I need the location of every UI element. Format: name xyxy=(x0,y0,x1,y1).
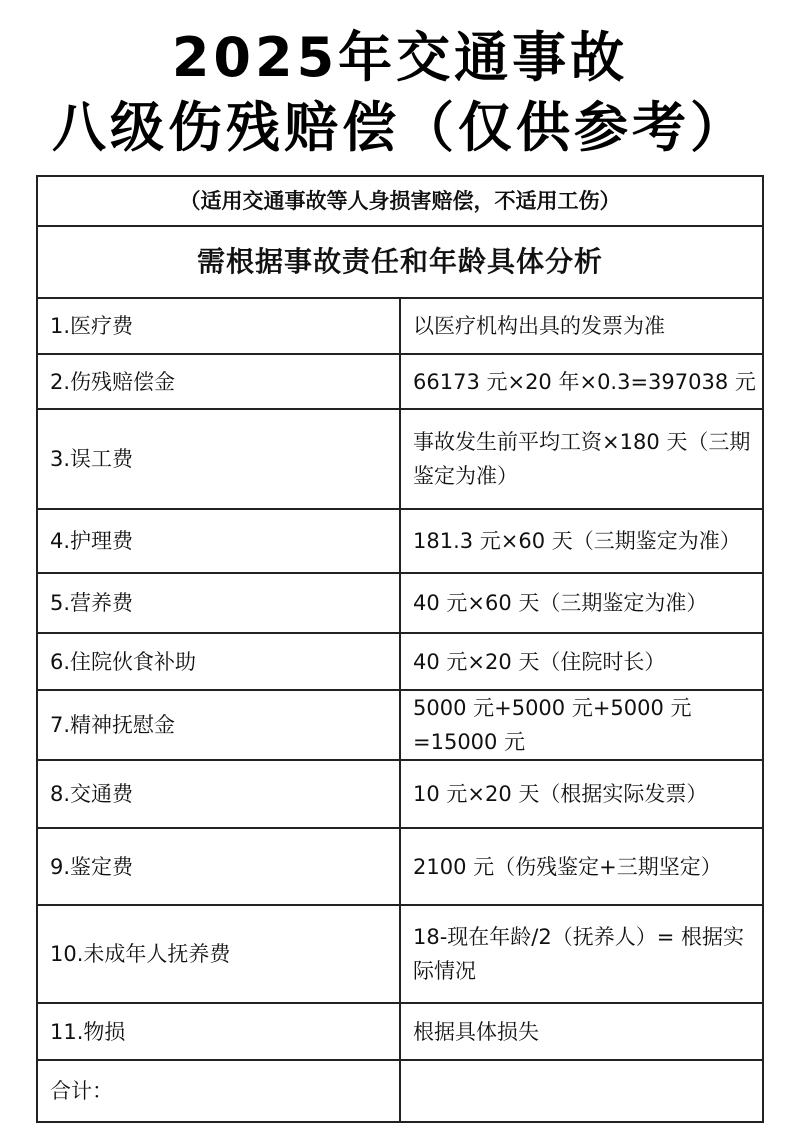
table-subtitle-row xyxy=(37,176,763,226)
row-label: 4.护理费 xyxy=(37,509,400,573)
table-heading-row xyxy=(37,226,763,298)
table-total-row xyxy=(37,1060,763,1122)
table-row xyxy=(37,828,763,905)
row-value: 40 元×60 天（三期鉴定为准） xyxy=(400,573,763,633)
row-value: 10 元×20 天（根据实际发票） xyxy=(400,760,763,828)
row-label: 9.鉴定费 xyxy=(37,828,400,905)
row-value: 66173 元×20 年×0.3=397038 元 xyxy=(400,354,763,409)
page-title-line1: 2025年交通事故 xyxy=(171,26,629,89)
row-value: 40 元×20 天（住院时长） xyxy=(400,633,763,690)
row-label: 8.交通费 xyxy=(37,760,400,828)
table-row xyxy=(37,633,763,690)
row-label: 3.误工费 xyxy=(37,409,400,509)
table-row xyxy=(37,760,763,828)
table-row xyxy=(37,905,763,1003)
row-label: 2.伤残赔偿金 xyxy=(37,354,400,409)
row-label: 7.精神抚慰金 xyxy=(37,690,400,760)
row-label: 10.未成年人抚养费 xyxy=(37,905,400,1003)
table-row xyxy=(37,573,763,633)
row-value: 根据具体损失 xyxy=(400,1003,763,1060)
total-value xyxy=(400,1060,763,1122)
table-row xyxy=(37,298,763,354)
row-label: 6.住院伙食补助 xyxy=(37,633,400,690)
row-value: 18-现在年龄/2（抚养人）= 根据实际情况 xyxy=(400,905,763,1003)
table-subtitle: （适用交通事故等人身损害赔偿，不适用工伤） xyxy=(37,176,763,226)
row-value: 181.3 元×60 天（三期鉴定为准） xyxy=(400,509,763,573)
row-value: 事故发生前平均工资×180 天（三期鉴定为准） xyxy=(400,409,763,509)
compensation-table xyxy=(36,175,764,1123)
row-value: 2100 元（伤残鉴定+三期坚定） xyxy=(400,828,763,905)
row-value: 5000 元+5000 元+5000 元=15000 元 xyxy=(400,690,763,760)
total-label: 合计： xyxy=(37,1060,400,1122)
table-row xyxy=(37,1003,763,1060)
row-label: 1.医疗费 xyxy=(37,298,400,354)
row-label: 11.物损 xyxy=(37,1003,400,1060)
row-value: 以医疗机构出具的发票为准 xyxy=(400,298,763,354)
table-row xyxy=(37,509,763,573)
table-heading: 需根据事故责任和年龄具体分析 xyxy=(37,226,763,298)
table-row xyxy=(37,690,763,760)
row-label: 5.营养费 xyxy=(37,573,400,633)
page-title-line2: 八级伤残赔偿（仅供参考） xyxy=(52,96,748,159)
table-row xyxy=(37,354,763,409)
table-row xyxy=(37,409,763,509)
